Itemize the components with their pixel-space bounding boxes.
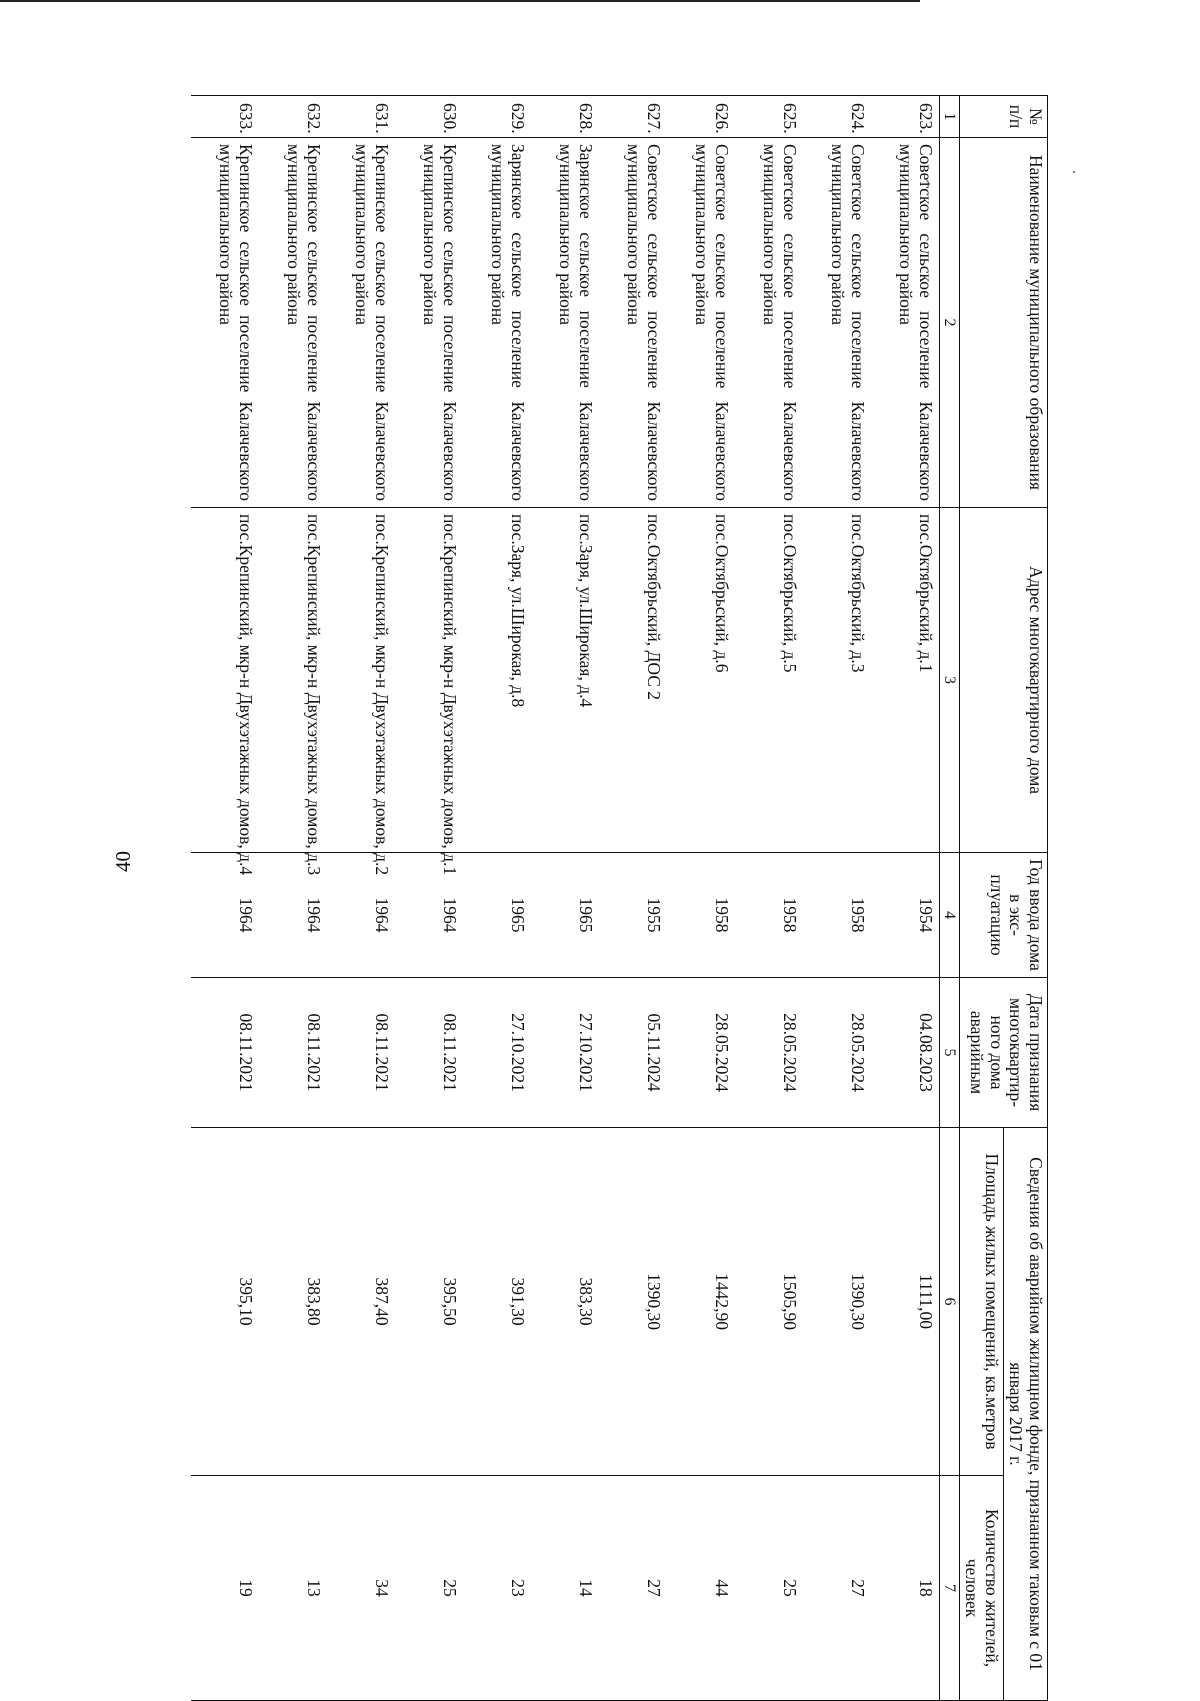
row-number: 632. (259, 96, 327, 138)
row-residents: 27 (599, 1476, 667, 1701)
header-row (1003, 96, 1047, 1701)
row-area: 1505,90 (735, 1128, 803, 1476)
row-address: пос.Заря, ул.Широкая, д.4 (531, 508, 599, 853)
table-row (667, 96, 735, 1701)
row-municipality: Крепинское сельское поселение Калачевского муниципального района (191, 138, 259, 508)
row-date: 08.11.2021 (259, 978, 327, 1128)
row-area: 1390,30 (599, 1128, 667, 1476)
row-residents: 27 (803, 1476, 871, 1701)
row-year: 1965 (463, 853, 531, 978)
row-address: пос.Октябрьский, д.3 (803, 508, 871, 853)
row-area: 383,30 (531, 1128, 599, 1476)
column-number: 5 (939, 978, 959, 1128)
row-address: пос.Крепинский, мкр-н Двухэтажных домов, д.1 (395, 508, 463, 853)
row-municipality: Крепинское сельское поселение Калачевского муниципального района (259, 138, 327, 508)
row-municipality: Советское сельское поселение Калачевского муниципального района (803, 138, 871, 508)
row-number: 624. (803, 96, 871, 138)
row-area: 391,30 (463, 1128, 531, 1476)
row-number: 627. (599, 96, 667, 138)
header-num: № п/п (959, 96, 1047, 138)
row-residents: 13 (259, 1476, 327, 1701)
table-row (531, 96, 599, 1701)
row-year: 1964 (327, 853, 395, 978)
row-date: 08.11.2021 (191, 978, 259, 1128)
row-year: 1958 (735, 853, 803, 978)
row-municipality: Советское сельское поселение Калачевского муниципального района (871, 138, 940, 508)
scan-speck (1073, 171, 1075, 173)
table-row (259, 96, 327, 1701)
column-number: 6 (939, 1128, 959, 1476)
table-row (735, 96, 803, 1701)
row-number: 630. (395, 96, 463, 138)
row-municipality: Советское сельское поселение Калачевского муниципального района (667, 138, 735, 508)
row-year: 1964 (395, 853, 463, 978)
row-address: пос.Крепинский, мкр-н Двухэтажных домов, д.3 (259, 508, 327, 853)
row-address: пос.Заря, ул.Широкая, д.8 (463, 508, 531, 853)
scan-edge-line (0, 0, 920, 2)
row-year: 1964 (191, 853, 259, 978)
header-area: Площадь жилых помещений, кв.метров (959, 1128, 1003, 1476)
row-year: 1958 (803, 853, 871, 978)
row-number: 623. (871, 96, 940, 138)
row-residents: 14 (531, 1476, 599, 1701)
table-row (599, 96, 667, 1701)
row-date: 28.05.2024 (735, 978, 803, 1128)
row-residents: 18 (871, 1476, 940, 1701)
page-number: 40 (111, 851, 135, 872)
row-year: 1954 (871, 853, 940, 978)
row-residents: 44 (667, 1476, 735, 1701)
row-date: 27.10.2021 (463, 978, 531, 1128)
column-number: 3 (939, 508, 959, 853)
column-number: 4 (939, 853, 959, 978)
row-municipality: Крепинское сельское поселение Калачевского муниципального района (327, 138, 395, 508)
row-number: 628. (531, 96, 599, 138)
emergency-housing-table (191, 95, 1048, 1701)
row-number: 631. (327, 96, 395, 138)
row-area: 395,50 (395, 1128, 463, 1476)
row-municipality: Крепинское сельское поселение Калачевского муниципального района (395, 138, 463, 508)
row-date: 27.10.2021 (531, 978, 599, 1128)
column-number: 7 (939, 1476, 959, 1701)
row-number: 629. (463, 96, 531, 138)
row-year: 1964 (259, 853, 327, 978)
row-number: 633. (191, 96, 259, 138)
row-residents: 25 (395, 1476, 463, 1701)
row-area: 387,40 (327, 1128, 395, 1476)
row-address: пос.Крепинский, мкр-н Двухэтажных домов, д.4 (191, 508, 259, 853)
row-address: пос.Крепинский, мкр-н Двухэтажных домов, д.2 (327, 508, 395, 853)
row-address: пос.Октябрьский, ДОС 2 (599, 508, 667, 853)
row-date: 05.11.2024 (599, 978, 667, 1128)
header-address: Адрес многоквартирного дома (959, 508, 1047, 853)
header-year: Год ввода дома в экс- плуатацию (959, 853, 1047, 978)
row-municipality: Советское сельское поселение Калачевского муниципального района (599, 138, 667, 508)
row-date: 04.08.2023 (871, 978, 940, 1128)
table-row (803, 96, 871, 1701)
header-fund-info: Сведения об аварийном жилищном фонде, признанном таковым с 01 января 2017 г. (1003, 1128, 1047, 1701)
table-row (871, 96, 940, 1701)
column-number: 2 (939, 138, 959, 508)
row-date: 08.11.2021 (327, 978, 395, 1128)
row-date: 28.05.2024 (667, 978, 735, 1128)
row-date: 08.11.2021 (395, 978, 463, 1128)
table-row (327, 96, 395, 1701)
header-municipality: Наименование муниципального образования (959, 138, 1047, 508)
row-residents: 19 (191, 1476, 259, 1701)
header-residents: Количество жителей, человек (959, 1476, 1003, 1701)
row-area: 1442,90 (667, 1128, 735, 1476)
row-date: 28.05.2024 (803, 978, 871, 1128)
row-address: пос.Октябрьский, д.5 (735, 508, 803, 853)
row-address: пос.Октябрьский, д.6 (667, 508, 735, 853)
row-municipality: Советское сельское поселение Калачевского муниципального района (735, 138, 803, 508)
rotated-table-container (178, 95, 1048, 1700)
row-residents: 23 (463, 1476, 531, 1701)
row-year: 1958 (667, 853, 735, 978)
row-area: 383,80 (259, 1128, 327, 1476)
column-number: 1 (939, 96, 959, 138)
row-municipality: Зарянское сельское поселение Калачевского муниципального района (531, 138, 599, 508)
header-date: Дата признания многоквартир- ного дома аварийным (959, 978, 1047, 1128)
column-number-row (939, 96, 959, 1701)
table-row (395, 96, 463, 1701)
table-row (463, 96, 531, 1701)
row-year: 1955 (599, 853, 667, 978)
row-residents: 25 (735, 1476, 803, 1701)
row-municipality: Зарянское сельское поселение Калачевского муниципального района (463, 138, 531, 508)
row-year: 1965 (531, 853, 599, 978)
row-address: пос.Октябрьский, д.1 (871, 508, 940, 853)
row-area: 1390,30 (803, 1128, 871, 1476)
row-number: 625. (735, 96, 803, 138)
row-residents: 34 (327, 1476, 395, 1701)
row-area: 1111,00 (871, 1128, 940, 1476)
table-row (191, 96, 259, 1701)
row-area: 395,10 (191, 1128, 259, 1476)
row-number: 626. (667, 96, 735, 138)
